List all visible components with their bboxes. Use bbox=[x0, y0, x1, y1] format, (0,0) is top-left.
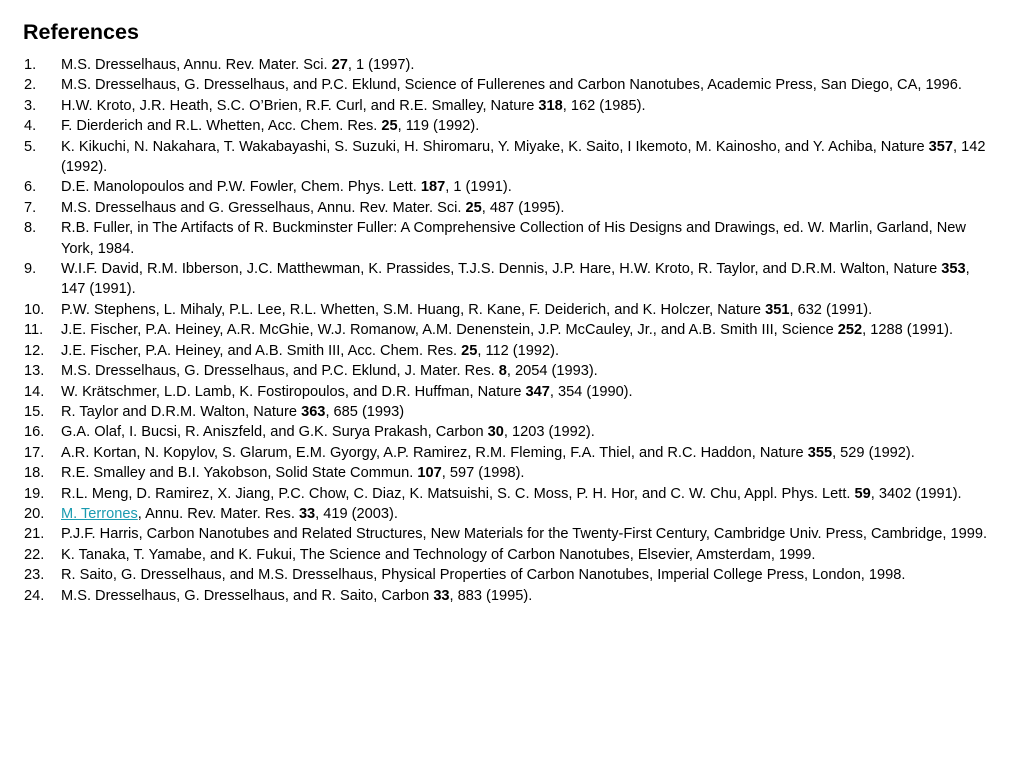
citation-text: D.E. Manolopoulos and P.W. Fowler, Chem. Phys. Lett. bbox=[61, 179, 421, 196]
volume-number: 107 bbox=[417, 465, 442, 482]
reference-number: 6. bbox=[24, 179, 37, 196]
reference-text bbox=[61, 526, 987, 542]
reference-item bbox=[0, 545, 1024, 565]
reference-number: 10. bbox=[24, 301, 45, 318]
reference-item bbox=[0, 116, 1024, 136]
volume-number: 347 bbox=[525, 383, 550, 400]
volume-number: 25 bbox=[461, 342, 478, 359]
citation-text: M.S. Dresselhaus, G. Dresselhaus, and P.C. Eklund, Science of Fullerenes and Carbon Nanotubes, Academic Press, San Diego, CA, 1996. bbox=[61, 77, 962, 94]
reference-number: 20. bbox=[24, 505, 45, 522]
citation-text: , 1288 (1991). bbox=[862, 322, 953, 339]
volume-number: 25 bbox=[381, 118, 398, 135]
reference-item bbox=[0, 361, 1024, 381]
reference-item bbox=[0, 218, 1024, 259]
citation-text: J.E. Fischer, P.A. Heiney, A.R. McGhie, W.J. Romanow, A.M. Denenstein, J.P. McCauley, Jr., and A.B. Smith III, Science bbox=[61, 322, 838, 339]
citation-text: H.W. Kroto, J.R. Heath, S.C. O’Brien, R.F. Curl, and R.E. Smalley, Nature bbox=[61, 97, 539, 114]
volume-number: 187 bbox=[420, 179, 446, 196]
reference-text bbox=[61, 118, 479, 134]
reference-item bbox=[0, 484, 1024, 504]
reference-text bbox=[61, 465, 525, 481]
reference-item bbox=[0, 422, 1024, 442]
reference-text bbox=[61, 363, 598, 379]
reference-item bbox=[0, 320, 1024, 340]
reference-number: 23. bbox=[24, 567, 45, 584]
citation-text: M.S. Dresselhaus and G. Gresselhaus, Annu. Rev. Mater. Sci. bbox=[61, 199, 466, 216]
citation-text: R. Taylor and D.R.M. Walton, Nature bbox=[61, 403, 302, 420]
reference-item bbox=[0, 565, 1024, 585]
reference-text bbox=[61, 588, 532, 604]
reference-text bbox=[61, 220, 966, 256]
reference-text bbox=[61, 179, 512, 195]
volume-number: 30 bbox=[487, 424, 504, 441]
reference-item bbox=[0, 443, 1024, 463]
citation-text: , 685 (1993) bbox=[325, 403, 405, 420]
citation-text: M.S. Dresselhaus, G. Dresselhaus, and P.C. Eklund, J. Mater. Res. bbox=[61, 363, 499, 380]
citation-text: J.E. Fischer, P.A. Heiney, and A.B. Smith III, Acc. Chem. Res. bbox=[61, 342, 462, 359]
reference-list bbox=[0, 55, 1024, 606]
reference-text bbox=[61, 547, 815, 563]
volume-number: 318 bbox=[538, 97, 563, 114]
reference-text bbox=[61, 424, 595, 440]
citation-text: W.I.F. David, R.M. Ibberson, J.C. Matthewman, K. Prassides, T.J.S. Dennis, J.P. Hare, H.W. Kroto, R. Taylor, and D.R.M. Walton, Nature bbox=[61, 261, 942, 278]
citation-text: R.L. Meng, D. Ramirez, X. Jiang, P.C. Chow, C. Diaz, K. Matsuishi, S. C. Moss, P. H. Hor, and C. W. Chu, Appl. Phys. Lett. bbox=[61, 485, 855, 502]
volume-number: 252 bbox=[837, 322, 863, 339]
volume-number: 8 bbox=[498, 363, 507, 380]
volume-number: 357 bbox=[928, 138, 954, 155]
reference-number: 7. bbox=[24, 199, 37, 216]
reference-text bbox=[61, 343, 559, 359]
reference-text bbox=[61, 98, 646, 114]
reference-number: 19. bbox=[24, 485, 45, 502]
citation-text: , 419 (2003). bbox=[315, 505, 398, 522]
citation-text: , 162 (1985). bbox=[562, 97, 646, 114]
reference-text bbox=[61, 404, 404, 420]
reference-number: 21. bbox=[24, 526, 45, 543]
citation-text: K. Tanaka, T. Yamabe, and K. Fukui, The Science and Technology of Carbon Nanotubes, Elsevier, Amsterdam, 1999. bbox=[61, 546, 816, 563]
citation-text: , 883 (1995). bbox=[449, 587, 533, 604]
reference-number: 15. bbox=[24, 403, 45, 420]
author-link[interactable]: M. Terrones bbox=[61, 505, 138, 522]
reference-text bbox=[61, 506, 398, 522]
volume-number: 363 bbox=[301, 403, 326, 420]
citation-text: G.A. Olaf, I. Bucsi, R. Aniszfeld, and G.K. Surya Prakash, Carbon bbox=[61, 424, 488, 441]
reference-item bbox=[0, 382, 1024, 402]
citation-text: , 632 (1991). bbox=[789, 301, 873, 318]
citation-text: , 354 (1990). bbox=[549, 383, 633, 400]
citation-text: , 112 (1992). bbox=[477, 342, 560, 359]
volume-number: 59 bbox=[854, 485, 871, 502]
page-title: References bbox=[23, 20, 139, 44]
citation-text: M.S. Dresselhaus, G. Dresselhaus, and R. Saito, Carbon bbox=[61, 587, 434, 604]
reference-number: 1. bbox=[24, 57, 37, 73]
reference-number: 14. bbox=[24, 383, 45, 400]
volume-number: 353 bbox=[941, 261, 966, 278]
reference-number: 9. bbox=[24, 261, 37, 278]
citation-text: , 3402 (1991). bbox=[870, 485, 962, 502]
reference-item bbox=[0, 586, 1024, 606]
reference-number: 3. bbox=[24, 97, 37, 114]
reference-item bbox=[0, 463, 1024, 483]
citation-text: , 529 (1992). bbox=[832, 444, 915, 461]
reference-item bbox=[0, 177, 1024, 197]
citation-text: R. Saito, G. Dresselhaus, and M.S. Dresselhaus, Physical Properties of Carbon Nanotubes, Imperial College Press, London, 1998. bbox=[61, 567, 906, 584]
reference-item bbox=[0, 137, 1024, 178]
citation-text: A.R. Kortan, N. Kopylov, S. Glarum, E.M. Gyorgy, A.P. Ramirez, R.M. Fleming, F.A. Thiel, and R.C. Haddon, Nature bbox=[61, 444, 808, 461]
citation-text: , 142 (1992). bbox=[61, 138, 986, 176]
reference-text bbox=[61, 302, 872, 318]
reference-item bbox=[0, 504, 1024, 524]
reference-text bbox=[61, 200, 564, 216]
citation-text: R.E. Smalley and B.I. Yakobson, Solid State Commun. bbox=[61, 465, 418, 482]
reference-number: 17. bbox=[24, 444, 45, 461]
reference-text bbox=[61, 57, 414, 73]
reference-item bbox=[0, 259, 1024, 300]
reference-number: 5. bbox=[24, 138, 37, 155]
reference-text bbox=[61, 261, 970, 297]
reference-item bbox=[0, 75, 1024, 95]
volume-number: 25 bbox=[465, 199, 482, 216]
reference-item bbox=[0, 300, 1024, 320]
reference-text bbox=[61, 567, 905, 583]
citation-text: , 1 (1991). bbox=[445, 179, 512, 196]
citation-text: , 1203 (1992). bbox=[503, 424, 595, 441]
citation-text: , 487 (1995). bbox=[481, 199, 565, 216]
citation-text: , 2054 (1993). bbox=[506, 363, 598, 380]
reference-number: 4. bbox=[24, 118, 37, 135]
reference-text bbox=[61, 139, 986, 175]
citation-text: R.B. Fuller, in The Artifacts of R. Buckminster Fuller: A Comprehensive Collection of His Designs and Drawings, ed. W. Marlin, Garland, New York, 1984. bbox=[61, 220, 966, 257]
citation-text: , Annu. Rev. Mater. Res. bbox=[137, 505, 299, 522]
citation-text: P.J.F. Harris, Carbon Nanotubes and Related Structures, New Materials for the Twenty-First Century, Cambridge Univ. Press, Cambridge, 1999. bbox=[61, 526, 988, 543]
reference-text bbox=[61, 486, 962, 502]
reference-number: 12. bbox=[24, 342, 45, 359]
volume-number: 27 bbox=[331, 57, 348, 73]
reference-text bbox=[61, 322, 953, 338]
reference-item bbox=[0, 402, 1024, 422]
citation-text: P.W. Stephens, L. Mihaly, P.L. Lee, R.L. Whetten, S.M. Huang, R. Kane, F. Deiderich, and K. Holczer, Nature bbox=[61, 301, 766, 318]
citation-text: , 119 (1992). bbox=[397, 118, 480, 135]
citation-text: F. Dierderich and R.L. Whetten, Acc. Chem. Res. bbox=[61, 118, 382, 135]
reference-number: 18. bbox=[24, 465, 45, 482]
reference-item bbox=[0, 55, 1024, 75]
citation-text: , 147 (1991). bbox=[61, 261, 970, 298]
reference-item bbox=[0, 341, 1024, 361]
reference-item bbox=[0, 524, 1024, 544]
reference-number: 11. bbox=[24, 322, 44, 339]
citation-text: , 1 (1997). bbox=[347, 57, 415, 73]
citation-text: K. Kikuchi, N. Nakahara, T. Wakabayashi, S. Suzuki, H. Shiromaru, Y. Miyake, K. Saito, I Ikemoto, M. Kainosho, and Y. Achiba, Nature bbox=[61, 138, 929, 155]
reference-text bbox=[61, 384, 633, 400]
reference-text bbox=[61, 77, 962, 93]
reference-number: 8. bbox=[24, 220, 37, 237]
reference-text bbox=[61, 445, 915, 461]
volume-number: 33 bbox=[298, 505, 316, 522]
reference-number: 16. bbox=[24, 424, 45, 441]
volume-number: 351 bbox=[765, 301, 790, 318]
volume-number: 33 bbox=[433, 587, 450, 604]
citation-text: W. Krätschmer, L.D. Lamb, K. Fostiropoulos, and D.R. Huffman, Nature bbox=[61, 383, 526, 400]
volume-number: 355 bbox=[807, 444, 833, 461]
reference-number: 2. bbox=[24, 77, 37, 94]
reference-number: 22. bbox=[24, 546, 45, 563]
reference-number: 13. bbox=[24, 363, 45, 380]
citation-text: M.S. Dresselhaus, Annu. Rev. Mater. Sci. bbox=[61, 57, 332, 73]
reference-item bbox=[0, 96, 1024, 116]
reference-number: 24. bbox=[24, 587, 45, 604]
reference-item bbox=[0, 198, 1024, 218]
citation-text: , 597 (1998). bbox=[441, 465, 525, 482]
